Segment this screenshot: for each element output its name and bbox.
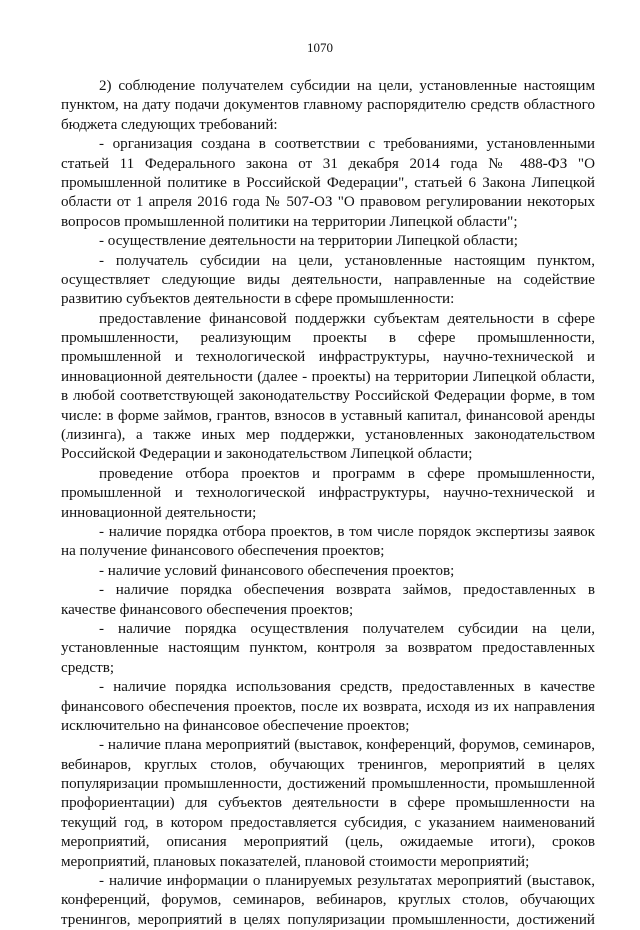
text-line: - наличие порядка осуществления получателем субсидии на цели,	[99, 620, 595, 637]
text-line: - организация создана в соответствии с требованиями, установленными	[99, 136, 595, 153]
text-line: установленные настоящим пунктом, контроля за возвратом предоставленных	[61, 640, 595, 657]
text-line: текущий год, в котором предоставляется субсидия, с указанием наименований	[61, 814, 595, 831]
text-line: проведение отбора проектов и программ в сфере промышленности,	[99, 465, 595, 482]
text-line: мероприятий, плановых показателей, плановой стоимости мероприятий;	[61, 853, 530, 870]
text-line: развитию субъектов деятельности в сфере промышленности:	[61, 291, 455, 308]
text-line: - наличие информации о планируемых результатах мероприятий (выставок,	[99, 873, 595, 890]
text-line: Российской Федерации и законодательством Липецкой области;	[61, 446, 473, 463]
text-line: конференций, форумов, семинаров, вебинаров, круглых столов, обучающих	[61, 892, 595, 909]
text-line: исключительно на финансовое обеспечение проектов;	[61, 717, 410, 734]
text-line: - наличие плана мероприятий (выставок, конференций, форумов, семинаров,	[99, 737, 595, 754]
text-line: вебинаров, круглых столов, обучающих тренингов, мероприятий в целях	[61, 756, 595, 773]
text-line: - наличие порядка обеспечения возврата займов, предоставленных в	[99, 582, 595, 599]
text-line: промышленной и технологической инфраструктуры, научно-технической и	[61, 349, 595, 366]
text-line: инновационной деятельности (далее - проекты) на территории Липецкой области,	[61, 368, 595, 385]
text-line: - получатель субсидии на цели, установленные настоящим пунктом,	[99, 252, 595, 269]
text-line: качестве финансового обеспечения проектов;	[61, 601, 354, 618]
text-line: тренингов, мероприятий в целях популяризации промышленности, достижений	[61, 911, 595, 928]
text-line: статьей 11 Федерального закона от 31 декабря 2014 года № 488-ФЗ "О	[61, 155, 595, 172]
text-line: средств;	[61, 659, 115, 676]
text-line: бюджета следующих требований:	[61, 116, 278, 133]
text-line: финансового обеспечения проектов, после их возврата, исходя из их направления	[61, 698, 595, 715]
page-number: 1070	[307, 40, 333, 55]
text-line: (лизинга), а также иных мер поддержки, установленных законодательством	[61, 427, 595, 444]
text-line: числе: в форме займов, грантов, взносов в уставный капитал, финансовой аренды	[61, 407, 595, 424]
text-line: области от 1 апреля 2016 года № 507-ОЗ "О правовом регулировании некоторых	[61, 194, 595, 211]
text-line: осуществляет следующие виды деятельности, направленные на содействие	[61, 271, 595, 288]
text-line: популяризации промышленности, достижений промышленности, промышленной	[61, 776, 595, 793]
text-line: мероприятий, описания мероприятий (цель, ожидаемые итоги), сроков	[61, 834, 595, 851]
text-line: предоставление финансовой поддержки субъектам деятельности в сфере	[99, 310, 595, 327]
text-line: 2) соблюдение получателем субсидии на цели, установленные настоящим	[99, 78, 595, 94]
text-line: - осуществление деятельности на территории Липецкой области;	[99, 233, 518, 250]
text-line: промышленной политике в Российской Федерации", статьей 6 Закона Липецкой	[61, 174, 595, 191]
text-line: вопросов промышленной политики на территории Липецкой области";	[61, 213, 518, 230]
text-line: профориентации) для субъектов деятельности в сфере промышленности на	[61, 795, 595, 812]
text-line: - наличие порядка использования средств, предоставленных в качестве	[99, 679, 595, 696]
document-body	[61, 77, 595, 930]
text-line: на получение финансового обеспечения проектов;	[61, 543, 385, 560]
text-line: промышленности, реализующим проекты в сфере промышленности,	[61, 330, 595, 347]
text-line: - наличие условий финансового обеспечения проектов;	[99, 562, 455, 579]
text-line: инновационной деятельности;	[61, 504, 257, 521]
text-line: пунктом, на дату подачи документов главному распорядителю средств областного	[61, 97, 595, 114]
text-line: в любой соответствующей законодательству Российской Федерации форме, в том	[61, 388, 595, 405]
text-line: - наличие порядка отбора проектов, в том числе порядок экспертизы заявок	[99, 523, 595, 540]
text-line: промышленной и технологической инфраструктуры, научно-технической и	[61, 485, 595, 502]
